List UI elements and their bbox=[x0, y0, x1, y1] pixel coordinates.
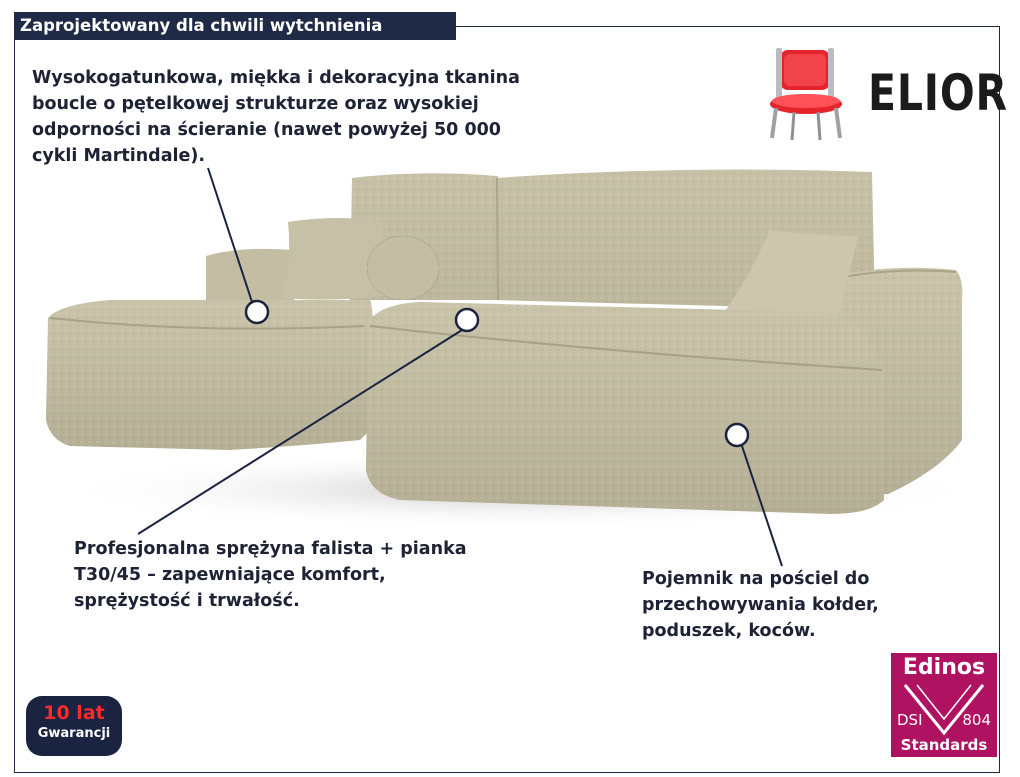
warranty-years: 10 lat bbox=[43, 702, 105, 724]
hotspot-fabric bbox=[246, 301, 268, 323]
chair-icon bbox=[764, 44, 854, 144]
spring-callout: Profesjonalna sprężyna falista + pianka T30/45 – zapewniające komfort, sprężystość i trwałość. bbox=[74, 539, 467, 611]
tagline-banner: Zaprojektowany dla chwili wytchnienia bbox=[14, 12, 456, 40]
warranty-badge bbox=[26, 696, 122, 756]
hotspot-spring bbox=[456, 309, 478, 331]
certificate-code-left: DSI bbox=[897, 711, 923, 729]
storage-callout: Pojemnik na pościel do przechowywania kołder, poduszek, koców. bbox=[642, 569, 879, 641]
warranty-label: Gwarancji bbox=[37, 726, 111, 741]
certificate-badge bbox=[891, 653, 997, 757]
certificate-standards: Standards bbox=[900, 736, 988, 754]
brand-logo bbox=[764, 44, 1008, 144]
fabric-callout: Wysokogatunkowa, miękka i dekoracyjna tkanina boucle o pętelkowej strukturze oraz wysokiej odporności na ścieranie (nawet powyżej 50 000 cykli Martindale). bbox=[32, 68, 520, 166]
certificate-title: Edinos bbox=[902, 655, 986, 680]
hotspot-storage bbox=[726, 424, 748, 446]
brand-name: ELIOR bbox=[868, 64, 1008, 122]
certificate-code-right: 804 bbox=[962, 711, 991, 729]
